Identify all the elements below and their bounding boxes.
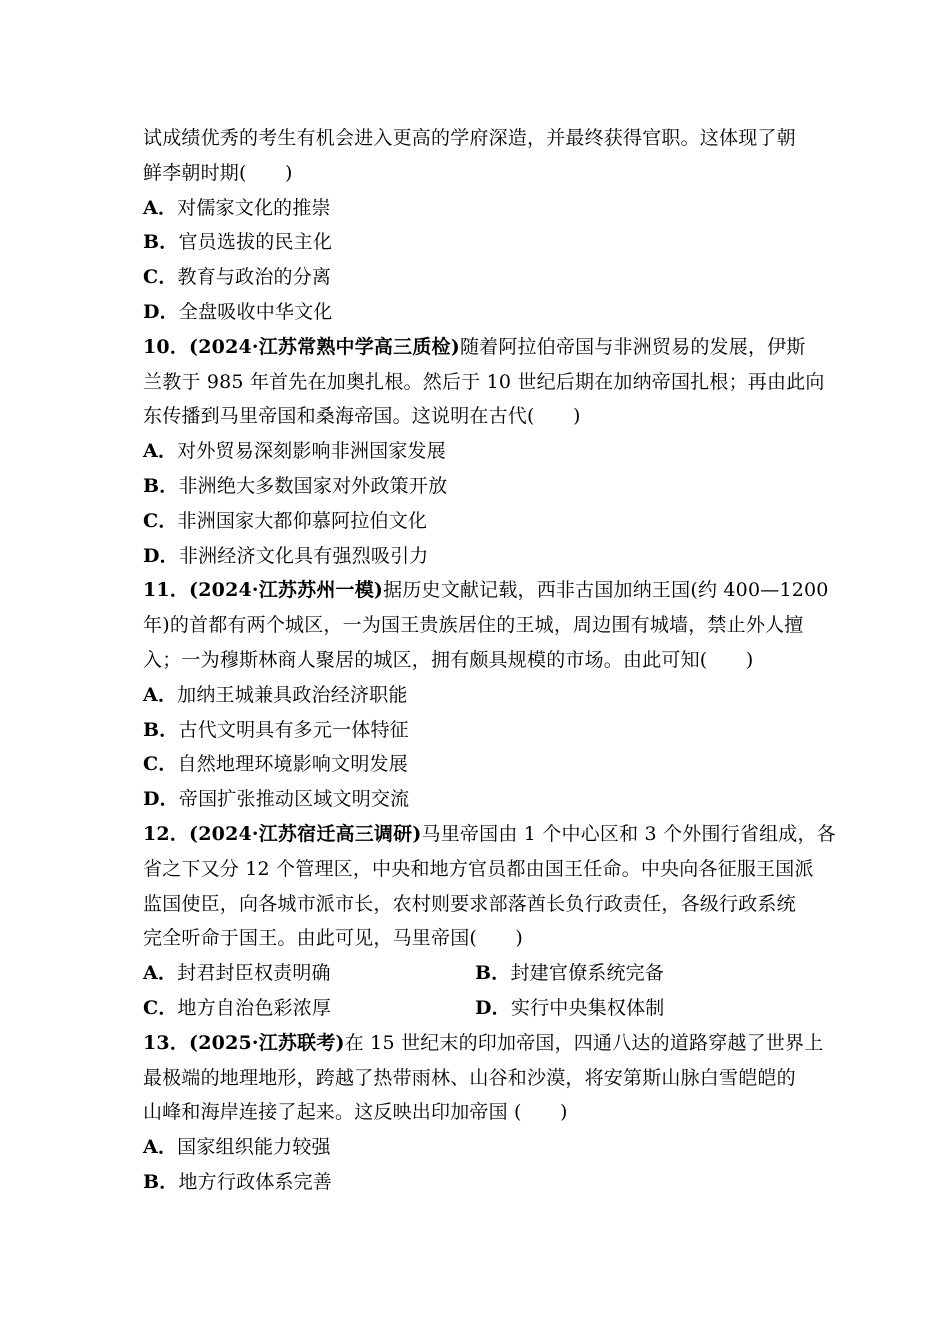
question-stem-line: 山峰和海岸连接了起来。这反映出印加帝国 ( ) [143,1101,568,1124]
question-stem-line: 兰教于 985 年首先在加奥扎根。然后于 10 世纪后期在加纳帝国扎根；再由此向 [143,370,825,393]
question-stem-line: 完全听命于国王。由此可见，马里帝国( ) [143,927,524,950]
question-10 [143,330,825,574]
option-c[interactable]: C．非洲国家大都仰慕阿拉伯文化 [143,509,428,532]
question-stem-line: 13．(2025·江苏联考)在 15 世纪末的印加帝国，四通八达的道路穿越了世界上 [143,1031,824,1054]
question-number: 10． [143,335,190,358]
question-source: (2024·江苏苏州一模) [189,579,384,602]
option-c[interactable]: C．地方自治色彩浓厚 [143,996,332,1019]
question-number: 11． [143,579,190,602]
option-b[interactable]: B．官员选拔的民主化 [143,231,333,254]
option-c[interactable]: C．自然地理环境影响文明发展 [143,753,408,776]
option-a[interactable]: A．封君封臣权责明确 [143,962,331,985]
option-b[interactable]: B．地方行政体系完善 [143,1170,333,1193]
question-stem-line: 11．(2024·江苏苏州一模)据历史文献记载，西非古国加纳王国(约 400—1200 [143,579,829,602]
option-d[interactable]: D．帝国扩张推动区域文明交流 [143,788,410,811]
question-source: (2025·江苏联考) [189,1031,345,1054]
exam-page [143,121,836,1200]
question-stem-line: 试成绩优秀的考生有机会进入更高的学府深造，并最终获得官职。这体现了朝 [143,127,796,149]
option-d[interactable]: D．全盘吸收中华文化 [143,300,333,323]
question-9 [143,121,807,330]
option-b[interactable]: B．非洲绝大多数国家对外政策开放 [143,474,448,497]
question-stem-line: 最极端的地理地形，跨越了热带雨林、山谷和沙漠，将安第斯山脉白雪皑皑的 [143,1066,796,1089]
option-a[interactable]: A．加纳王城兼具政治经济职能 [143,683,408,706]
question-12 [143,817,836,1026]
option-b[interactable]: B．封建官僚系统完备 [475,962,665,985]
option-row [143,991,807,1026]
option-row [143,956,807,991]
option-a[interactable]: A．对外贸易深刻影响非洲国家发展 [143,440,446,463]
option-d[interactable]: D．实行中央集权体制 [475,996,665,1019]
option-a[interactable]: A．国家组织能力较强 [143,1136,331,1159]
question-source: (2024·江苏宿迁高三调研) [189,822,422,845]
question-stem-line: 鲜李朝时期( ) [143,161,293,184]
question-stem-line: 年)的首都有两个城区，一为国王贵族居住的王城，周边围有城墙，禁止外人擅 [143,614,804,637]
question-number: 12． [143,822,190,845]
question-stem-line: 东传播到马里帝国和桑海帝国。这说明在古代( ) [143,405,581,428]
option-b[interactable]: B．古代文明具有多元一体特征 [143,718,409,741]
question-stem-line: 入；一为穆斯林商人聚居的城区，拥有颇具规模的市场。由此可知( ) [143,648,754,671]
option-c[interactable]: C．教育与政治的分离 [143,266,332,289]
question-13 [143,1026,824,1200]
question-stem-line: 10．(2024·江苏常熟中学高三质检)随着阿拉伯帝国与非洲贸易的发展，伊斯 [143,335,806,358]
question-stem-line: 12．(2024·江苏宿迁高三调研)马里帝国由 1 个中心区和 3 个外围行省组成，各 [143,822,836,845]
question-stem-line: 省之下又分 12 个管理区，中央和地方官员都由国王任命。中央向各征服王国派 [143,857,814,880]
question-11 [143,573,829,817]
question-stem-line: 监国使臣，向各城市派市长，农村则要求部落酋长负行政责任，各级行政系统 [143,892,796,915]
option-d[interactable]: D．非洲经济文化具有强烈吸引力 [143,544,429,567]
question-source: (2024·江苏常熟中学高三质检) [189,335,460,358]
question-number: 13． [143,1031,190,1054]
option-a[interactable]: A．对儒家文化的推崇 [143,196,331,219]
